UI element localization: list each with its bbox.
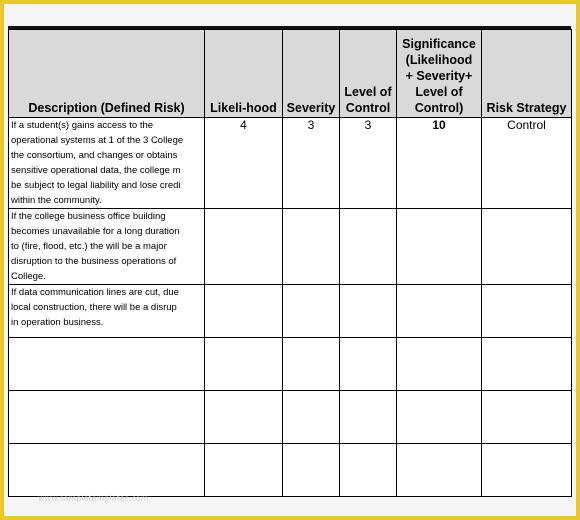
table-row <box>9 444 572 497</box>
risk-description-text: If the college business office building becomes unavailable for a long duration to (fire, flood, etc.) the will be a major disruption to the business operations of College. <box>11 211 180 282</box>
watermark: www.sampletemplates.com <box>38 494 149 503</box>
cell-level-of-control[interactable] <box>340 444 397 497</box>
header-row <box>9 30 572 118</box>
risk-table <box>8 29 572 497</box>
cell-description[interactable] <box>9 209 205 285</box>
cell-severity[interactable] <box>283 209 340 285</box>
table-row <box>9 118 572 209</box>
header-severity: Severity <box>283 30 340 118</box>
cell-likelihood[interactable] <box>205 209 283 285</box>
table-row <box>9 338 572 391</box>
risk-sheet <box>8 26 571 503</box>
header-likelihood: Likeli-hood <box>205 30 283 118</box>
table-row <box>9 391 572 444</box>
cell-likelihood[interactable] <box>205 391 283 444</box>
cell-significance[interactable] <box>397 338 482 391</box>
cell-significance[interactable]: 10 <box>397 118 482 209</box>
risk-description-text: If data communication lines are cut, due local construction, there will be a disrup in operation business. <box>11 287 179 328</box>
cell-description[interactable] <box>9 444 205 497</box>
cell-significance[interactable] <box>397 285 482 338</box>
cell-severity[interactable]: 3 <box>283 118 340 209</box>
cell-risk-strategy[interactable] <box>482 444 572 497</box>
cell-level-of-control[interactable] <box>340 391 397 444</box>
cell-significance[interactable] <box>397 209 482 285</box>
cell-level-of-control[interactable] <box>340 338 397 391</box>
cell-severity[interactable] <box>283 444 340 497</box>
cell-significance[interactable] <box>397 444 482 497</box>
cell-risk-strategy[interactable] <box>482 338 572 391</box>
header-description: Description (Defined Risk) <box>9 30 205 118</box>
cell-level-of-control[interactable] <box>340 285 397 338</box>
table-row <box>9 285 572 338</box>
cell-severity[interactable] <box>283 391 340 444</box>
cell-risk-strategy[interactable] <box>482 285 572 338</box>
cell-description[interactable] <box>9 285 205 338</box>
cell-description[interactable] <box>9 391 205 444</box>
cell-risk-strategy[interactable] <box>482 391 572 444</box>
cell-risk-strategy[interactable] <box>482 209 572 285</box>
header-level-of-control: Level of Control <box>340 30 397 118</box>
cell-risk-strategy[interactable]: Control <box>482 118 572 209</box>
cell-description[interactable] <box>9 118 205 209</box>
risk-description-text: If a student(s) gains access to the operational systems at 1 of the 3 College the consortium, and changes or obtains sensitive operational data, the college m be subject to legal liability and lose credi within the community. <box>11 120 184 206</box>
cell-description[interactable] <box>9 338 205 391</box>
cell-significance[interactable] <box>397 391 482 444</box>
cell-severity[interactable] <box>283 285 340 338</box>
header-risk-strategy: Risk Strategy <box>482 30 572 118</box>
cell-likelihood[interactable]: 4 <box>205 118 283 209</box>
cell-likelihood[interactable] <box>205 338 283 391</box>
table-row <box>9 209 572 285</box>
cell-level-of-control[interactable]: 3 <box>340 118 397 209</box>
cell-level-of-control[interactable] <box>340 209 397 285</box>
cell-likelihood[interactable] <box>205 444 283 497</box>
header-significance: Significance (Likelihood + Severity+ Level of Control) <box>397 30 482 118</box>
cell-severity[interactable] <box>283 338 340 391</box>
cell-likelihood[interactable] <box>205 285 283 338</box>
